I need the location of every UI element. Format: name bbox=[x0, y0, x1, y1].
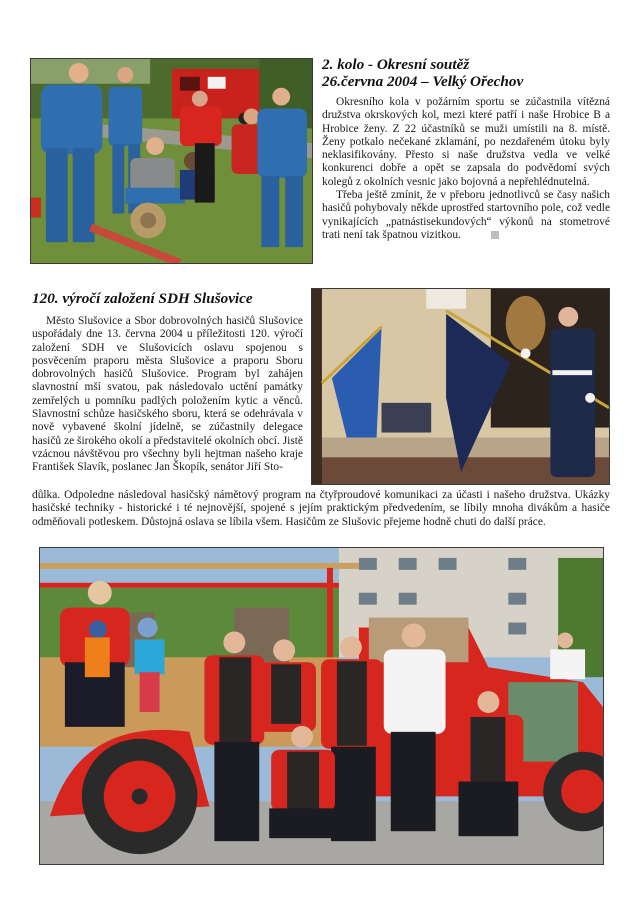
title-line-2: 26.června 2004 – Velký Ořechov bbox=[322, 73, 524, 90]
paragraph bbox=[322, 189, 610, 242]
article-title-district-competition bbox=[322, 56, 523, 90]
paragraph: Město Slušovice a Sbor dobrovolných hasičů Slušovice uspořádaly dne 13. června 2004 u příležitosti 120. výročí založení SDH ve Slušovicích oslavu spojenou s posvěcením praporu města Slušovice a praporu Sboru dobrovolných hasičů Slušovice. Program byl zahájen slavnostní mší svatou, pak následovalo uctění památky zemřelých u pomníku padlých položením kytic a věnců. Slavnostní schůze hasičského sboru, která se odehrávala v nově vybavené školní jídelně, se zúčastnily delegace hasičů ze širokého okolí a představitelé okolních obcí. Jistě vzácnou návštěvou pro všechny byli hejtman našeho kraje František Slavík, poslanec Jan Škopík, senátor Jiří Sto- bbox=[32, 315, 303, 474]
paragraph-text: Třeba ještě zmínit, že v přeboru jednotlivců se časy našich hasičů pohybovaly někde uprostřed startovního pole, což vedle vynikajících „patnástisekundových“ výkonů na stometrové trati není tak špatnou vizitkou. bbox=[322, 189, 610, 241]
photo-firefighters-competition bbox=[30, 58, 313, 264]
paragraph: důlka. Odpoledne následoval hasičský námětový program na čtyřproudové komunikaci za účasti i našeho družstva. Ukázky hasičské techniky - historické i té nejnovější, spojené s jejím praktickým předvedením, se líbily mnoha divákům a hasiče odměňovali potleskem. Důstojná oslava se líbila všem. Hasičům ze Slušovic přejeme hodně chuti do další práce. bbox=[32, 489, 610, 528]
article-title-anniversary: 120. výročí založení SDH Slušovice bbox=[32, 290, 253, 307]
article-body-anniversary-continued bbox=[32, 489, 610, 529]
article-body-anniversary bbox=[32, 315, 303, 475]
paragraph: Okresního kola v požárním sportu se zúčastnila vítězná družstva okrskových kol, mezi které patří i naše Hrobice B a Hrobice ženy. Z 22 účastníků se muži umístili na 8. místě. Ženy potkalo nečekané zklamání, po nezdařeném útoku byly neklasifikovány. Přesto si naše družstva vedla ve velké konkurenci dobře a opět se zapsala do podvědomí svých kolegů z okolních vesnic jako bojovná a nepřehlédnutelná. bbox=[322, 96, 610, 188]
photo-team-fire-truck bbox=[39, 547, 604, 865]
photo-flag-consecration bbox=[311, 288, 610, 485]
title-line-1: 2. kolo - Okresní soutěž bbox=[322, 56, 470, 73]
end-of-article-square-icon bbox=[491, 231, 499, 239]
article-body-district-competition bbox=[322, 96, 610, 242]
